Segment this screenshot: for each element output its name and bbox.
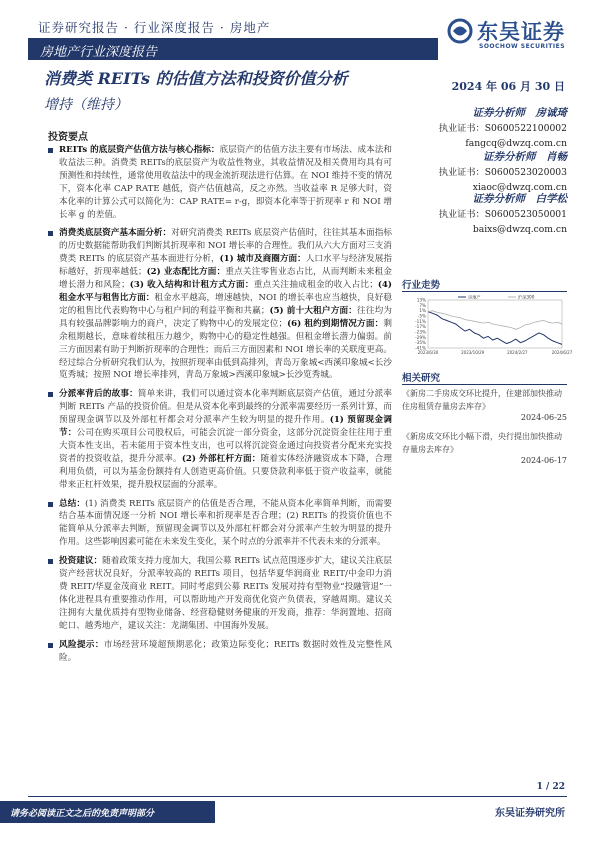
key-point-text: 随着实体经济融资成本下降，合理利用负债，可以为基金份额持有人创造更高价值。只要贷款利率低于资产收益率，就能带来正杠杆效果，提升股权层面的分派率。 (59, 453, 392, 490)
analyst-license: 执业证书：S0600523050001 (438, 209, 567, 220)
y-tick-label: 13% (416, 297, 426, 303)
bullet-icon (48, 643, 53, 648)
key-point-text: 重点关注零售业态占比，从而判断未来租金增长潜力和风险； (59, 267, 392, 291)
key-point (48, 639, 392, 665)
related-list (402, 387, 567, 465)
key-point-heading: (1) 预留现金调节： (59, 415, 392, 439)
rating-label: 增持（维持） (44, 97, 128, 113)
logo-text: 东吴证券 (477, 20, 565, 44)
bullet-icon (48, 392, 53, 397)
key-point (48, 555, 392, 632)
divider (402, 291, 567, 292)
series-line-1 (428, 311, 562, 330)
y-tick-label: -11% (415, 318, 426, 324)
logo-mark-icon (447, 18, 473, 44)
analyst-email[interactable]: fangcq@dwzq.com.cn (465, 138, 567, 149)
key-point-heading: REITs 的底层资产估值方法与核心指标： (59, 145, 220, 155)
bullet-icon (48, 559, 53, 564)
key-point-text: 剩余租期越长，意味着续租压力越少，购物中心的稳定性越强。但租金增长潜力偏弱。前三方面因素有助于判断折现率的合理性；而后三方面因素和 NOI 增长率的关联度更高。经过综合分析研究我们认为，按照折现率由低到高排列，青岛万象城<西溪印象城<长沙览秀城；按照 NOI 增长率排列，青岛万象城>西溪印象城>长沙览秀城。 (59, 318, 392, 381)
key-point-heading: 投资建议： (59, 556, 103, 567)
x-tick-label: 2024/2/27 (507, 350, 528, 355)
key-point-text: 人口水平与经济发展指标越好，折现率越低； (59, 254, 392, 278)
series-line-0 (428, 312, 562, 345)
analyst-license: 执业证书：S0600522100002 (438, 123, 567, 134)
key-point-text: 公司在购买项目公司股权后，可能会沉淀一部分资金，这部分沉淀资金往往用于重大资本性支出，若未能用于资本性支出，也可以将沉淀资金通过向投资者分配来充实投资者的投资收益，提升分派率。 (59, 428, 392, 464)
key-point (48, 498, 392, 550)
key-point-heading: 总结： (59, 498, 86, 509)
y-tick-label: -29% (415, 334, 426, 340)
analyst-title: 证券分析师 (483, 151, 536, 163)
legend-label: 沪深300 (518, 294, 535, 300)
institute-name: 东吴证券研究所 (495, 808, 565, 819)
key-point-text: 简单来讲，我们可以通过资本化率判断底层资产估值，通过分派率判断 REITs 产品的投资价值。但是从资本化率到最终的分派率需要经历一系列计算，而预留现金调节以及外部杠杆都会对分派率产生较为明显的提升作用。 (59, 389, 392, 426)
divider (402, 384, 567, 385)
trend-title: 行业走势 (402, 280, 441, 291)
key-point-heading: (4) 租金水平与租售比方面： (59, 280, 392, 303)
related-item-title[interactable]: 《新房成交环比小幅下滑，央行提出加快推动存量房去库存》 (402, 432, 562, 454)
key-point-text: 对研究消费类 REITs 底层资产估值时，往往其基本面指标的历史数据能帮助我们判断其折现率和 NOI 增长率的合理性。我们从六大方面对三支消费类 REITs 的底层资产基本面进行分析， (59, 228, 392, 265)
key-point-text: 往往均为具有较强品牌影响力的商户，决定了购物中心的发展定位； (59, 305, 392, 329)
key-point-heading: (1) 城市及商圈方面： (219, 254, 306, 265)
section-title: 投资要点 (48, 132, 88, 143)
key-point-text: 市场经营环境超预期恶化；政策边际变化；REITs 数据时效性及完整性风险。 (59, 639, 392, 663)
breadcrumb: 证券研究报告 · 行业深度报告 · 房地产 (38, 20, 271, 35)
company-logo (447, 16, 572, 56)
key-point (48, 144, 392, 221)
x-tick-label: 2024/6/27 (551, 350, 573, 355)
report-title: 消费类 REITs 的估值方法和投资价值分析 (44, 69, 348, 88)
x-tick-label: 2023/6/30 (417, 350, 439, 355)
legend-label: 房地产 (468, 294, 481, 300)
bullet-icon (48, 148, 53, 153)
y-tick-label: 1% (419, 308, 426, 314)
disclaimer-band (0, 801, 215, 823)
key-point (48, 388, 392, 491)
key-point-heading: (2) 外部杠杆方面： (181, 453, 261, 464)
related-item-title[interactable]: 《新房二手房成交环比提升，住建部加快推动住房租赁存量房去库存》 (402, 389, 562, 411)
y-tick-label: -35% (415, 340, 426, 346)
related-item-date: 2024-06-17 (520, 456, 567, 465)
key-point-heading: (3) 收入结构和计租方式方面： (129, 280, 254, 291)
analyst-email[interactable]: xiaoc@dwzq.com.cn (472, 182, 567, 193)
y-tick-label: -5% (417, 313, 426, 319)
y-tick-label: 7% (419, 302, 426, 308)
logo-subtext: SOOCHOW SECURITIES (479, 43, 566, 50)
key-point-heading: (6) 租约到期情况方面： (287, 318, 384, 329)
bullet-icon (48, 231, 53, 236)
category-band (28, 38, 438, 60)
key-point-heading: 分派率背后的故事： (59, 389, 138, 400)
footer-divider (28, 796, 567, 797)
y-tick-label: -23% (415, 329, 426, 335)
key-point-heading: 风险提示： (59, 639, 104, 650)
analyst-email[interactable]: baixs@dwzq.com.cn (472, 224, 567, 235)
analyst-name: 肖畅 (546, 151, 567, 163)
analyst-3 (439, 192, 567, 237)
page-number: 1 / 22 (536, 782, 565, 792)
key-points (48, 144, 392, 670)
analyst-title: 证券分析师 (472, 193, 525, 205)
analyst-2 (439, 150, 567, 195)
category-label: 房地产行业深度报告 (40, 45, 158, 60)
key-point-heading: (2) 业态配比方面： (146, 267, 226, 278)
plot-frame (428, 300, 562, 348)
analyst-1 (439, 106, 567, 151)
trend-chart (402, 294, 573, 356)
key-point-text: 随着政策支持力度加大，我国公募 REITs 试点范围逐步扩大，建议关注底层资产经营状况良好，分派率较高的 REITs 项目，包括华夏华润商业 REIT/中金印力消费 REIT/华夏金茂商业 REIT。同时考虑到公募 REITs 发展对持有型物业“投融管退”一体化进程具有重要推动作用，可以帮助地产开发商优化资产负债表，穿越周期。建议关注拥有大量优质持有型物业储备、经营稳健财务健康的开发商，推荐：华润置地、招商蛇口、越秀地产，建议关注：龙湖集团、中国海外发展。 (59, 556, 392, 631)
analyst-name: 房诚琦 (535, 107, 567, 119)
key-point-heading: 消费类底层资产基本面分析： (59, 228, 172, 239)
x-tick-label: 2023/10/29 (461, 350, 485, 355)
key-point-text: 租金水平越高，增速越快，NOI 的增长率也应当越快，良好稳定的租售比代表购物中心与租户间的利益平衡和共赢； (59, 292, 392, 316)
y-tick-label: -41% (415, 345, 426, 351)
analyst-title: 证券分析师 (472, 107, 525, 119)
key-point-heading: (5) 前十大租户方面： (269, 305, 358, 316)
key-point-text: 底层资产的估值方法主要有市场法、成本法和收益法三种。消费类 REITs的底层资产为收益性物业，其收益情况及相关费用均具有可预测性和持续性，通常使用收益法中的现金流折现法进行估算。在 NOI 维持不变的情况下，资本化率 CAP RATE 越低，资产估值越高，反之亦然。当收益率 R 足够大时，资本化率的计算公式可以简化为：CAP RATE= r-g，即资本化率等于折现率 r 和 NOI 增长率 g 的差值。 (59, 145, 392, 220)
bullet-icon (48, 502, 53, 507)
key-point-text: (1) 消费类 REITs 底层资产的估值是否合理，不能从资本化率简单判断，而需要结合基本面情况逐一分析 NOI 增长率和折现率是否合理；(2) REITs 的投资价值也不能简单从分派率去判断，预留现金调节以及外部杠杆都会对分派率产生较为明显的提升作用。这些影响因素可能在未来发生变化，某个时点的分派率并不代表未来的分派率。 (59, 498, 392, 548)
related-title: 相关研究 (402, 373, 441, 384)
analyst-license: 执业证书：S0600523020003 (438, 167, 567, 178)
y-tick-label: -17% (415, 324, 426, 330)
key-point (48, 227, 392, 382)
disclaimer-text: 请务必阅读正文之后的免责声明部分 (10, 809, 155, 819)
report-date: 2024 年 06 月 30 日 (451, 80, 565, 93)
analyst-name: 白学松 (535, 193, 567, 205)
related-item-date: 2024-06-25 (520, 413, 567, 422)
key-point-text: 重点关注抽成租金的收入占比； (253, 280, 378, 291)
